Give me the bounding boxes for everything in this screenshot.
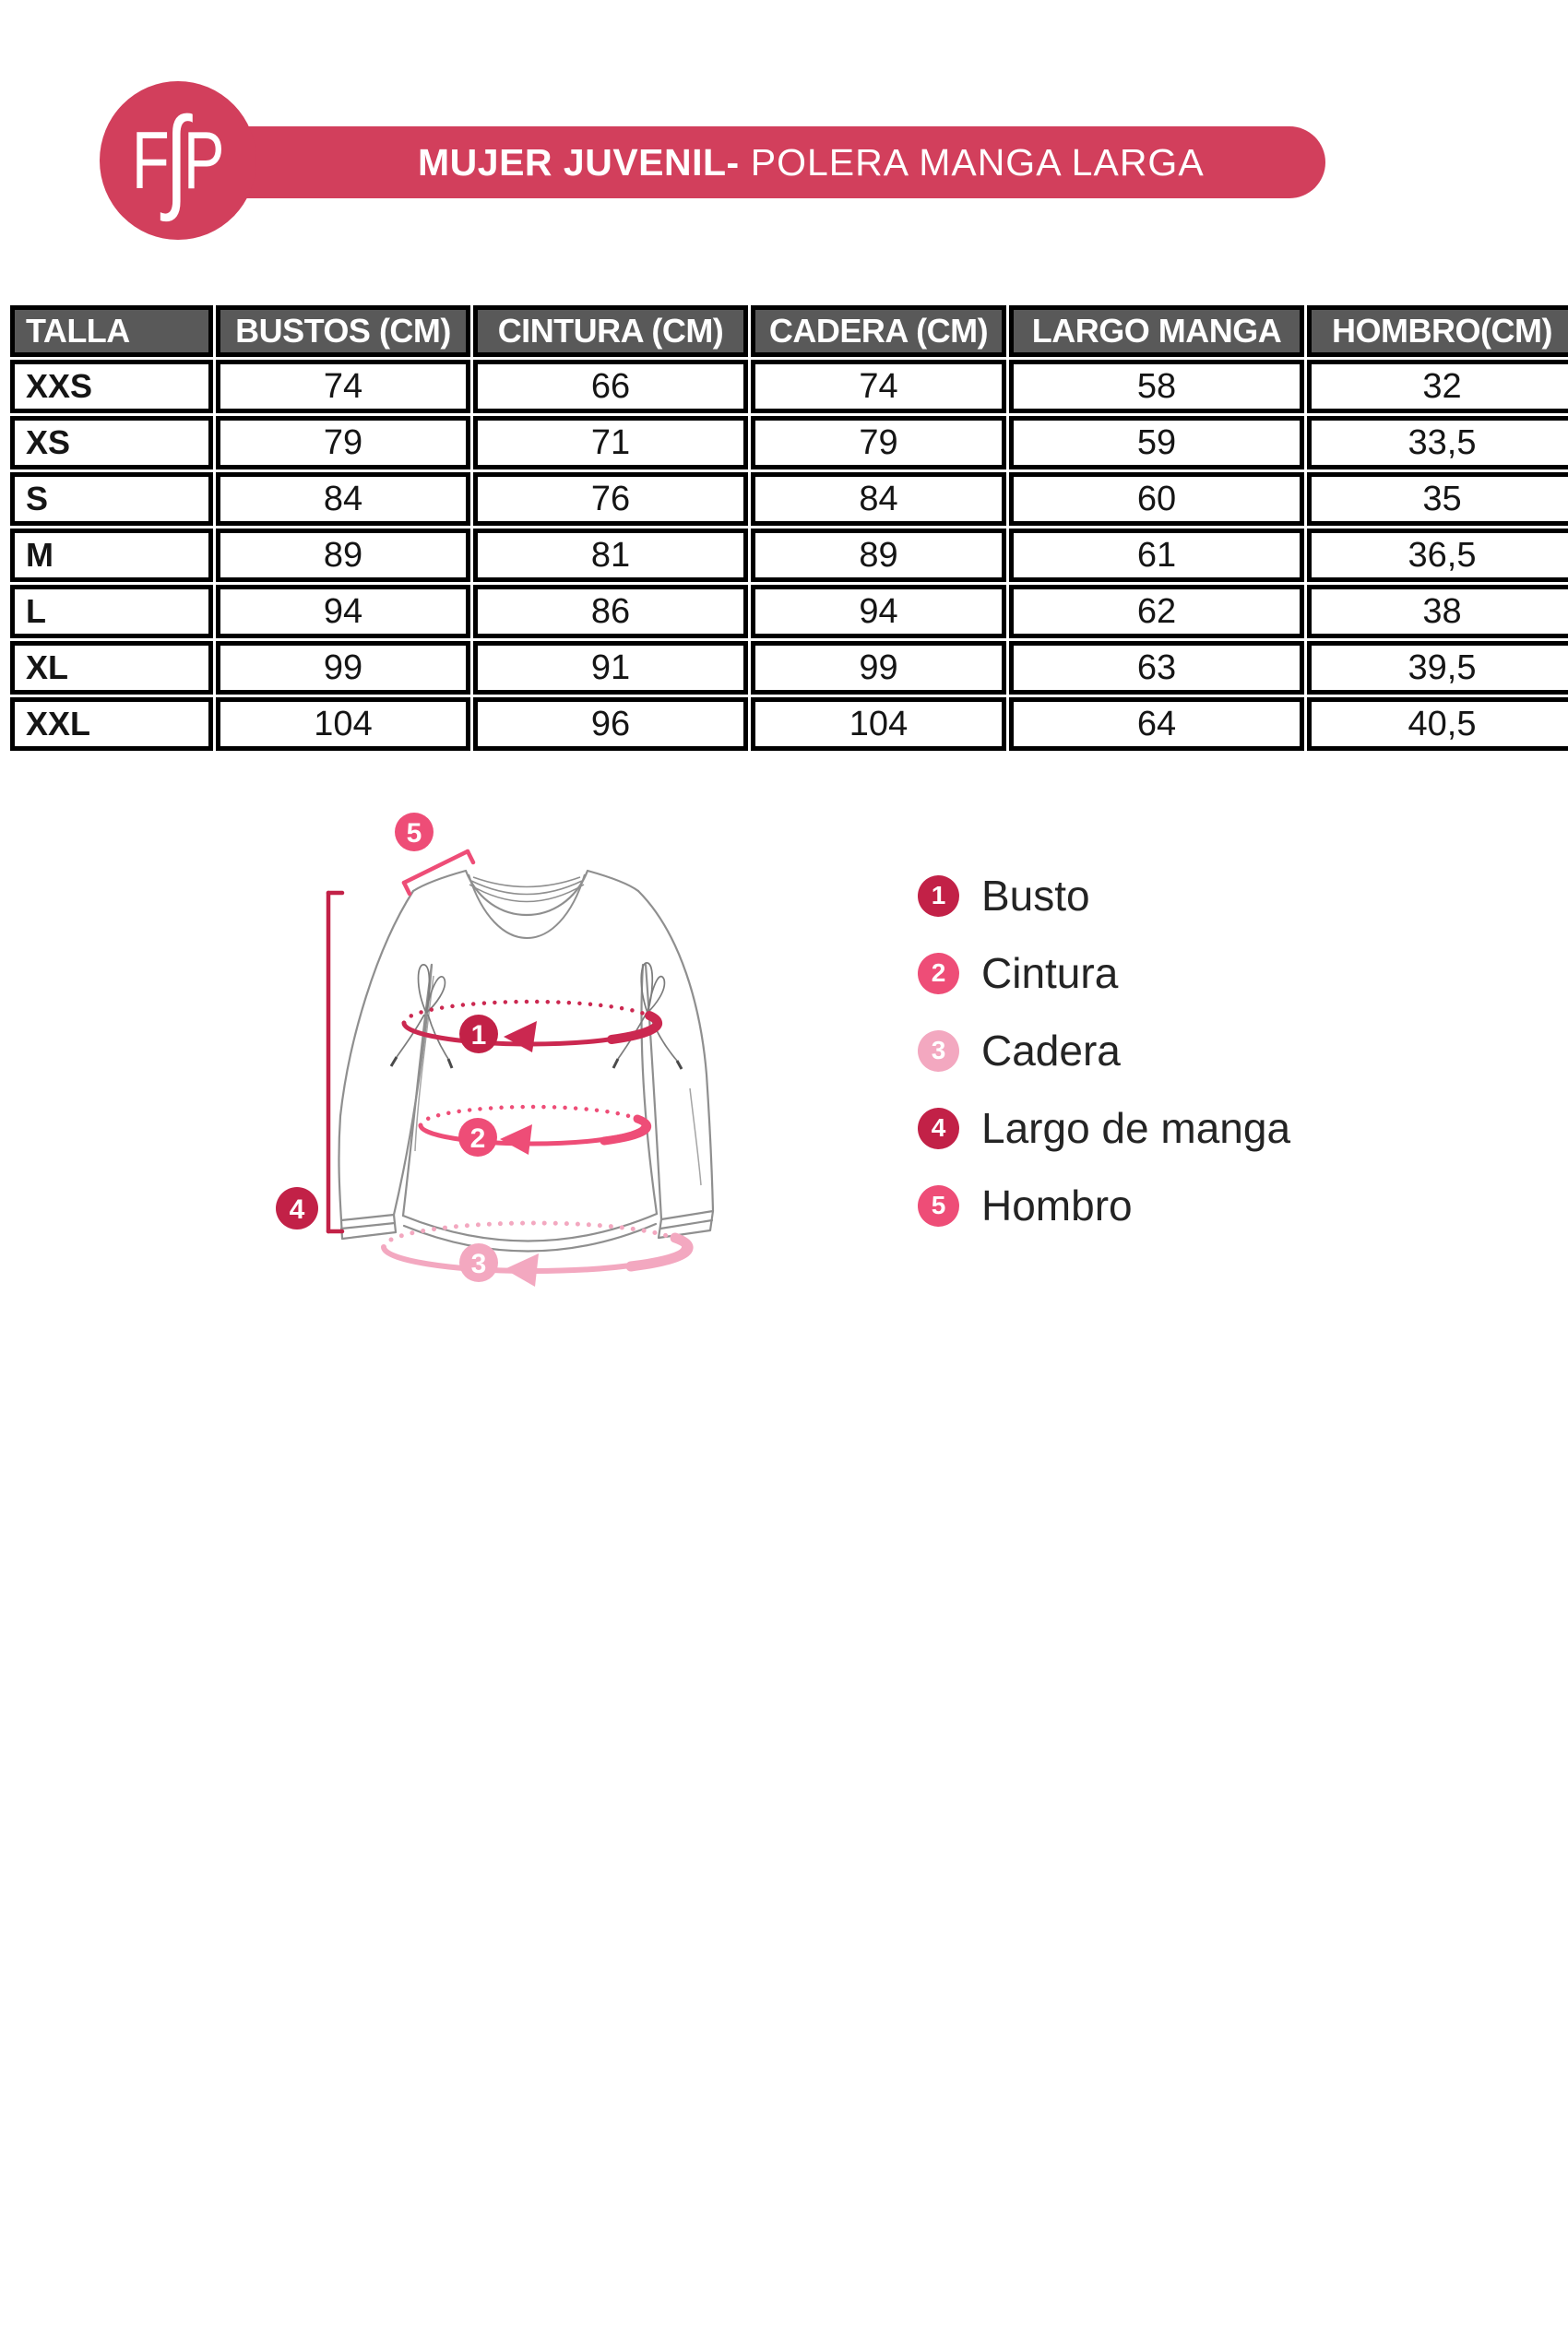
value-cell: 94 — [751, 585, 1006, 638]
svg-text:1: 1 — [470, 1020, 487, 1051]
legend-label: Largo de manga — [981, 1104, 1291, 1152]
table-row — [10, 416, 1568, 469]
value-cell: 99 — [216, 641, 470, 695]
size-cell: M — [10, 529, 213, 582]
table-row — [10, 697, 1568, 751]
value-cell: 104 — [216, 697, 470, 751]
value-cell: 36,5 — [1307, 529, 1568, 582]
size-cell: XXL — [10, 697, 213, 751]
table-row — [10, 585, 1568, 638]
svg-text:2: 2 — [469, 1123, 486, 1154]
legend-item — [918, 1089, 1290, 1167]
value-cell: 40,5 — [1307, 697, 1568, 751]
svg-text:3: 3 — [470, 1249, 487, 1279]
legend-item — [918, 1167, 1290, 1244]
value-cell: 33,5 — [1307, 416, 1568, 469]
bust-badge — [459, 1015, 498, 1053]
value-cell: 39,5 — [1307, 641, 1568, 695]
size-cell: S — [10, 472, 213, 526]
table-row — [10, 472, 1568, 526]
value-cell: 81 — [473, 529, 748, 582]
column-header-talla: TALLA — [10, 305, 213, 357]
logo-letter-p: P — [183, 114, 225, 206]
value-cell: 66 — [473, 360, 748, 413]
legend — [918, 857, 1290, 1244]
legend-item — [918, 857, 1290, 934]
value-cell: 59 — [1009, 416, 1304, 469]
value-cell: 99 — [751, 641, 1006, 695]
size-cell: L — [10, 585, 213, 638]
value-cell: 104 — [751, 697, 1006, 751]
value-cell: 89 — [216, 529, 470, 582]
legend-label: Cintura — [981, 949, 1119, 997]
value-cell: 89 — [751, 529, 1006, 582]
legend-label: Hombro — [981, 1182, 1133, 1229]
value-cell: 64 — [1009, 697, 1304, 751]
value-cell: 84 — [751, 472, 1006, 526]
value-cell: 71 — [473, 416, 748, 469]
column-header-cintura: CINTURA (CM) — [473, 305, 748, 357]
size-cell: XL — [10, 641, 213, 695]
size-table — [7, 303, 1568, 754]
logo-letter-s-curve: ∫ — [164, 95, 189, 222]
value-cell: 96 — [473, 697, 748, 751]
legend-badge: 5 — [918, 1185, 959, 1227]
value-cell: 76 — [473, 472, 748, 526]
legend-label: Busto — [981, 872, 1090, 920]
legend-label: Cadera — [981, 1027, 1121, 1075]
value-cell: 35 — [1307, 472, 1568, 526]
value-cell: 32 — [1307, 360, 1568, 413]
legend-item — [918, 934, 1290, 1012]
size-cell: XS — [10, 416, 213, 469]
brand-logo — [100, 81, 256, 240]
value-cell: 62 — [1009, 585, 1304, 638]
hip-arrowhead — [505, 1253, 539, 1287]
legend-badge: 1 — [918, 875, 959, 917]
size-table-head — [10, 305, 1568, 357]
value-cell: 74 — [216, 360, 470, 413]
table-row — [10, 641, 1568, 695]
value-cell: 86 — [473, 585, 748, 638]
svg-text:5: 5 — [406, 818, 422, 849]
column-header-cadera: CADERA (CM) — [751, 305, 1006, 357]
waist-badge — [458, 1118, 497, 1157]
table-row — [10, 529, 1568, 582]
waist-arrowhead — [500, 1124, 532, 1155]
legend-badge: 4 — [918, 1108, 959, 1149]
header-row — [10, 305, 1568, 357]
value-cell: 61 — [1009, 529, 1304, 582]
value-cell: 63 — [1009, 641, 1304, 695]
value-cell: 94 — [216, 585, 470, 638]
value-cell: 58 — [1009, 360, 1304, 413]
legend-badge: 3 — [918, 1030, 959, 1072]
value-cell: 74 — [751, 360, 1006, 413]
logo-mark — [131, 95, 225, 222]
legend-badge: 2 — [918, 953, 959, 994]
value-cell: 60 — [1009, 472, 1304, 526]
bust-arrowhead — [504, 1021, 537, 1052]
svg-text:4: 4 — [289, 1194, 305, 1225]
shirt-collar — [469, 874, 585, 938]
shirt-diagram — [258, 784, 738, 1319]
waist-measure-ellipse — [421, 1107, 647, 1144]
value-cell: 79 — [751, 416, 1006, 469]
value-cell: 91 — [473, 641, 748, 695]
size-table-body — [10, 360, 1568, 751]
table-row — [10, 360, 1568, 413]
hip-badge — [459, 1243, 498, 1282]
banner-title-regular: POLERA MANGA LARGA — [750, 140, 1205, 184]
column-header-largo-manga: LARGO MANGA — [1009, 305, 1304, 357]
legend-item — [918, 1012, 1290, 1089]
side-bows — [391, 963, 682, 1069]
column-header-bustos: BUSTOS (CM) — [216, 305, 470, 357]
banner-title-bold: MUJER JUVENIL- — [418, 140, 740, 184]
size-cell: XXS — [10, 360, 213, 413]
shoulder-badge — [395, 813, 434, 851]
value-cell: 38 — [1307, 585, 1568, 638]
value-cell: 79 — [216, 416, 470, 469]
column-header-hombro: HOMBRO(CM) — [1307, 305, 1568, 357]
brand-banner — [138, 126, 1325, 198]
value-cell: 84 — [216, 472, 470, 526]
logo-letter-f: F — [131, 114, 170, 206]
sleeve-length-badge — [276, 1187, 318, 1229]
